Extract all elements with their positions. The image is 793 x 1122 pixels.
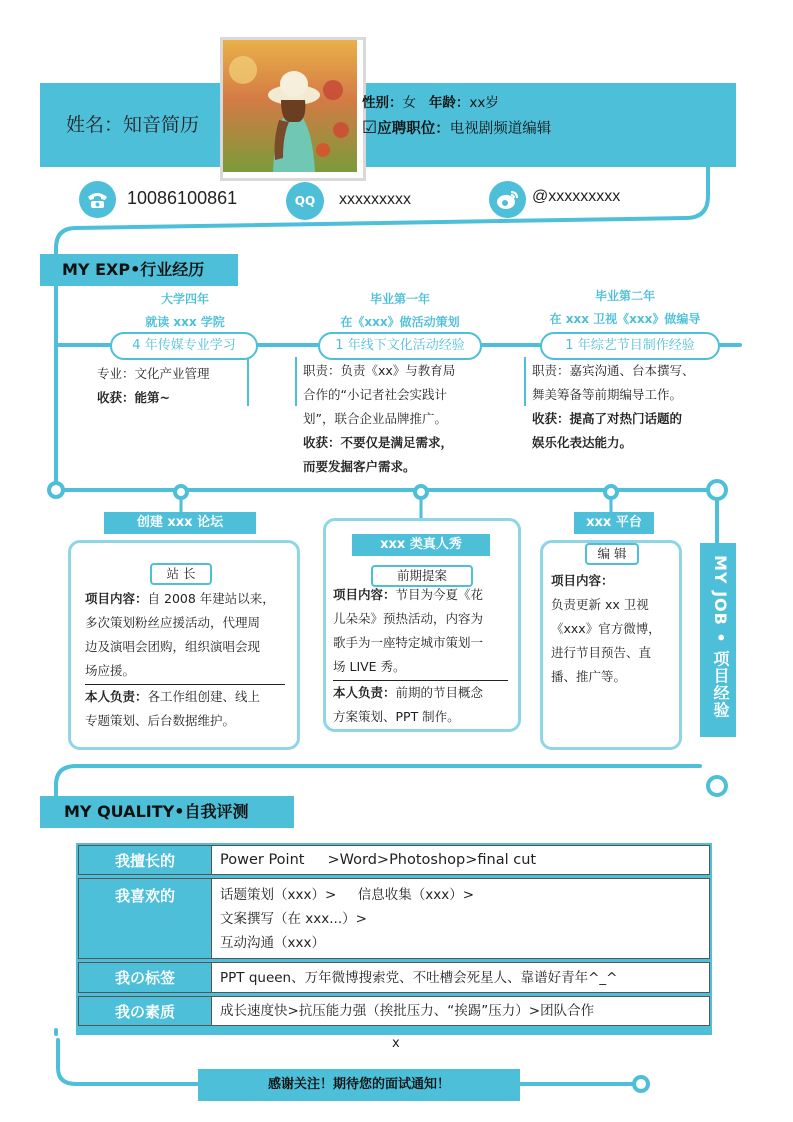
- job-1-content-line-2: 多次策划粉丝应援活动，代理周: [85, 615, 261, 630]
- quality-row-2-value: [212, 879, 710, 959]
- quality-row-4-value: [212, 997, 710, 1026]
- quality-row-4-line-1: 成长速度快>抗压能力强（挨批压力、“挨踢”压力）>团队合作: [220, 1003, 595, 1019]
- job-3-content: [551, 569, 675, 689]
- exp-2-pill: 1 年线下文化活动经验: [318, 332, 482, 360]
- exp-2-head-1: 毕业第一年: [369, 292, 430, 306]
- job-section-title-text: MY JOB • 项目经验: [711, 555, 730, 719]
- exp-1-bold-1: 收获：能第~: [97, 390, 170, 405]
- quality-row-4-label: 我の素质: [79, 997, 212, 1026]
- gender-label: 性别：: [362, 95, 403, 111]
- job-3-title: xxx 平台: [574, 512, 654, 534]
- quality-row-1-value: [212, 846, 710, 875]
- job-2-content-line-3: 歌手为一座特定城市策划一: [333, 635, 484, 650]
- quality-table: [78, 845, 710, 1026]
- quality-row-2-line-1: 话题策划（xxx）> 信息收集（xxx）>: [220, 886, 475, 903]
- job-2-duty-line-2: 方案策划、PPT 制作。: [333, 709, 460, 724]
- quality-row-4: [79, 997, 710, 1026]
- exp-1-head-2: 就读 xxx 学院: [145, 315, 225, 329]
- weibo-icon: [489, 181, 526, 218]
- quality-row-3-line-1: PPT queen、万年微博搜索党、不吐槽会死星人、靠谱好青年^_^: [220, 969, 618, 986]
- quality-row-2-label: 我喜欢的: [79, 879, 212, 959]
- exp-1-head-1: 大学四年: [160, 292, 209, 306]
- quality-row-1: [79, 846, 710, 875]
- phone-icon: [79, 181, 116, 218]
- job-1-duty-text-1: 各工作组创建、线上: [147, 689, 261, 704]
- exp-2-bold-1: 收获：不要仅是满足需求，: [303, 435, 454, 450]
- quality-row-1-line-1: Power Point >Word>Photoshop>final cut: [220, 852, 537, 868]
- job-2-content-label: 项目内容：: [333, 587, 396, 602]
- job-1-content-line-1: [85, 587, 290, 611]
- job-2-duty-line-1: [333, 681, 513, 705]
- quality-row-2-line-2: 文案撰写（在 xxx...）>: [220, 910, 367, 927]
- weibo-handle: @xxxxxxxxx: [532, 188, 621, 205]
- profile-photo: [220, 37, 366, 181]
- exp-3-pill: 1 年综艺节目制作经验: [540, 332, 720, 360]
- job-1-content-label: 项目内容：: [85, 591, 148, 606]
- quality-row-1-label: 我擅长的: [79, 846, 212, 875]
- quality-footnote: x: [392, 1036, 400, 1051]
- exp-2-head-2: 在《xxx》做活动策划: [340, 315, 460, 329]
- gender-value: 女: [402, 95, 416, 111]
- job-2-role: 前期提案: [371, 565, 473, 587]
- exp-3-bold-1: 收获：提高了对热门话题的: [532, 411, 683, 426]
- exp-2-bold-2: 而要发掘客户需求。: [303, 459, 416, 474]
- job-2-title: xxx 类真人秀: [352, 534, 490, 556]
- job-1-content-line-4: 场应援。: [85, 663, 136, 678]
- job-1-role: 站 长: [150, 563, 212, 585]
- job-3-role: 编 辑: [585, 543, 639, 565]
- exp-section-title: MY EXP•行业经历: [40, 254, 238, 286]
- checkbox-icon: ☑: [362, 118, 378, 138]
- job-2-content-line-1: [333, 583, 513, 607]
- exp-2-line-1: 职责：负责《xx》与教育局: [303, 363, 456, 378]
- exp-3-head-1: 毕业第二年: [594, 289, 655, 303]
- position-line: [362, 117, 551, 138]
- exp-1-desc: [97, 362, 257, 410]
- job-1-duty-label: 本人负责：: [85, 689, 148, 704]
- job-2-duty-label: 本人负责：: [333, 685, 396, 700]
- job-3-content-line-3: 进行节目预告、直: [551, 645, 652, 660]
- exp-3-desc: [532, 359, 722, 455]
- quality-row-3-label: 我の标签: [79, 963, 212, 993]
- exp-2-line-2: 合作的“小记者社会实践计: [303, 387, 447, 402]
- age-label: 年龄：: [428, 95, 470, 111]
- job-3-content-label: 项目内容：: [551, 573, 614, 588]
- footer-banner: 感谢关注！期待您的面试通知！: [198, 1069, 520, 1101]
- job-1-content-text-1: 自 2008 年建站以来，: [147, 591, 275, 606]
- candidate-name: 姓名：知音简历: [66, 114, 200, 136]
- quality-row-2: [79, 879, 710, 959]
- job-2-duty-text-1: 前期的节目概念: [395, 685, 484, 700]
- exp-3-bold-2: 娱乐化表达能力。: [532, 435, 633, 450]
- quality-section-title: MY QUALITY•自我评测: [40, 796, 294, 828]
- job-1-content-line-3: 边及演唱会团购，组织演唱会现: [85, 639, 261, 654]
- position-label: 应聘职位：: [377, 121, 450, 137]
- job-1-duty-line-2: 专题策划、后台数据维护。: [85, 713, 236, 728]
- exp-3-line-2: 舞美筹备等前期编导工作。: [532, 387, 683, 402]
- job-3-content-line-4: 播、推广等。: [551, 669, 627, 684]
- exp-1-line-1: 专业：文化产业管理: [97, 366, 210, 381]
- position-value: 电视剧频道编辑: [449, 121, 552, 137]
- job-2-content-text-1: 节目为今夏《花: [395, 587, 484, 602]
- quality-row-2-line-3: 互动沟通（xxx）: [220, 934, 325, 951]
- exp-3-line-1: 职责：嘉宾沟通、台本撰写、: [532, 363, 695, 378]
- job-1-duty-line-1: [85, 685, 290, 709]
- exp-1-pill: 4 年传媒专业学习: [110, 332, 258, 360]
- job-2-content-line-2: 儿朵朵》预热活动，内容为: [333, 611, 484, 626]
- exp-2-line-3: 划”，联合企业品牌推广。: [303, 411, 447, 426]
- phone-number: 10086100861: [127, 188, 238, 208]
- job-1-title: 创建 xxx 论坛: [104, 512, 256, 534]
- exp-3-head-2: 在 xxx 卫视《xxx》做编导: [549, 312, 701, 326]
- age-value: xx岁: [469, 95, 499, 111]
- qq-number: xxxxxxxxx: [339, 191, 411, 208]
- job-section-title: [700, 543, 736, 737]
- job-3-content-line-2: 《xxx》官方微博，: [551, 621, 661, 636]
- job-1-duty: [85, 685, 290, 733]
- personal-info-line: [362, 91, 499, 111]
- job-2-content: [333, 583, 513, 679]
- job-2-duty: [333, 681, 513, 729]
- qq-icon: QQ: [286, 182, 324, 220]
- job-1-content: [85, 587, 290, 683]
- job-3-content-line-1: 负责更新 xx 卫视: [551, 597, 649, 612]
- job-2-content-line-4: 场 LIVE 秀。: [333, 659, 406, 674]
- quality-row-3-value: [212, 963, 710, 993]
- exp-2-desc: [303, 359, 483, 479]
- quality-row-3: [79, 963, 710, 993]
